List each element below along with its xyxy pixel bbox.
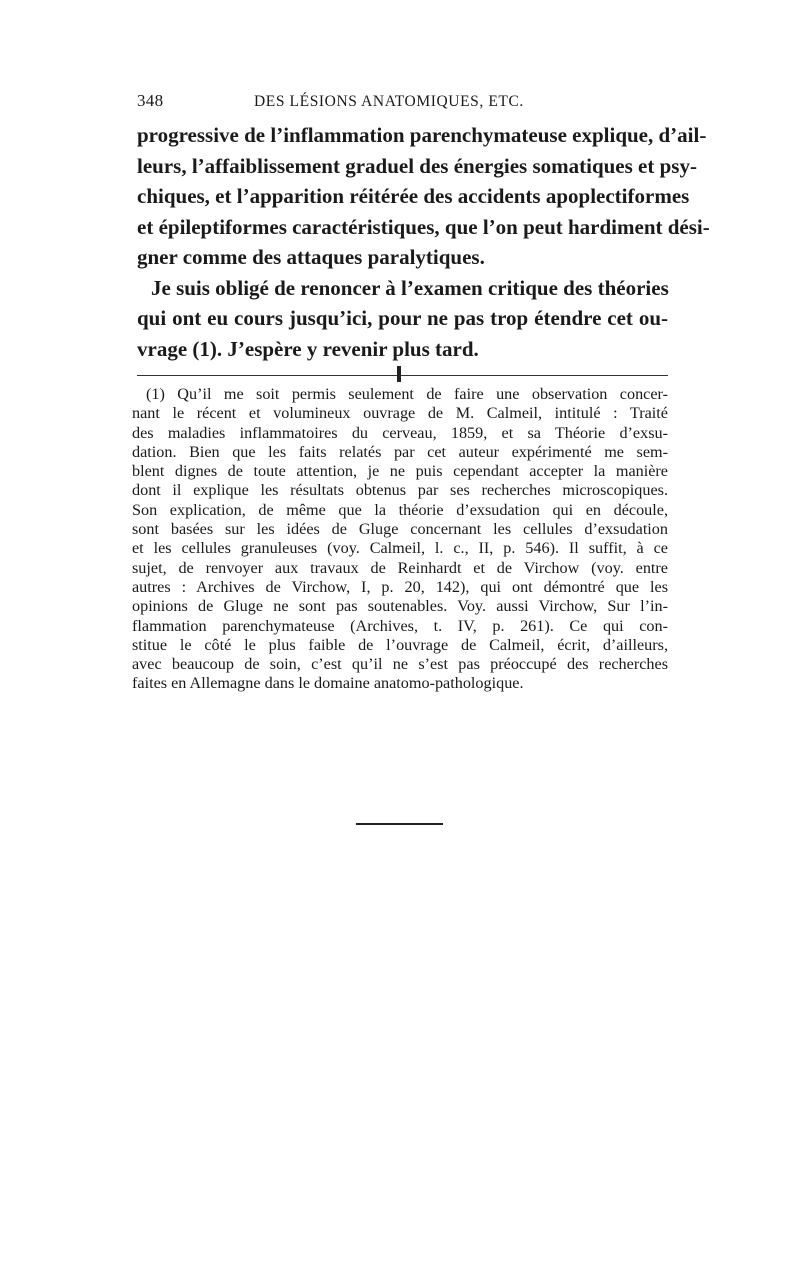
footnote-line: flammation parenchymateuse (Archives, t. IV, p. 261). Ce qui con- xyxy=(132,616,668,635)
text-line: Je suis obligé de renoncer à l’examen critique des théories xyxy=(151,275,669,300)
footnote-line: sujet, de renvoyer aux travaux de Reinhardt et de Virchow (voy. entre xyxy=(132,558,668,577)
page-number: 348 xyxy=(137,91,164,110)
footnote xyxy=(132,385,668,694)
text-line: qui ont eu cours jusqu’ici, pour ne pas trop étendre cet ou- xyxy=(137,306,668,330)
text-line: gner comme des attaques paralytiques. xyxy=(137,245,485,269)
footnote-line: stitue le côté le plus faible de l’ouvrage de Calmeil, écrit, d’ailleurs, xyxy=(132,635,668,654)
footnote-line: et les cellules granuleuses (voy. Calmeil, l. c., II, p. 546). Il suffit, à ce xyxy=(132,539,668,558)
separator-ornament xyxy=(397,366,401,382)
footnote-line: Son explication, de même que la théorie d’exsudation qui en découle, xyxy=(132,500,668,519)
footnote-line: faites en Allemagne dans le domaine anatomo-pathologique. xyxy=(132,674,524,693)
text-line: et épileptiformes caractéristiques, que l’on peut hardiment dési- xyxy=(137,214,710,239)
paragraph-1 xyxy=(137,120,710,273)
footnote-line: dont il explique les résultats obtenus par ses recherches microscopiques. xyxy=(132,481,668,500)
footnote-line: opinions de Gluge ne sont pas soutenables. Voy. aussi Virchow, Sur l’in- xyxy=(132,597,668,616)
running-head xyxy=(137,91,667,115)
main-text xyxy=(137,120,710,364)
footnote-line: (1) Qu’il me soit permis seulement de faire une observation concer- xyxy=(146,385,668,403)
footnote-line: des maladies inflammatoires du cerveau, 1859, et sa Théorie d’exsu- xyxy=(132,423,668,442)
text-line: chiques, et l’apparition réitérée des accidents apoplectiformes xyxy=(137,184,690,208)
text-line: vrage (1). J’espère y revenir plus tard. xyxy=(137,336,479,361)
footnote-line: dation. Bien que les faits relatés par cet auteur expérimenté me sem- xyxy=(132,442,668,461)
footnote-line: nant le récent et volumineux ouvrage de M. Calmeil, intitulé : Traité xyxy=(132,404,668,423)
paragraph-2 xyxy=(137,273,668,365)
footnote-line: autres : Archives de Virchow, I, p. 20, 142), qui ont démontré que les xyxy=(132,577,668,596)
text-line: progressive de l’inflammation parenchymateuse explique, d’ail- xyxy=(137,123,707,147)
footnote-line: sont basées sur les idées de Gluge concernant les cellules d’exsudation xyxy=(132,520,668,539)
text-line: leurs, l’affaiblissement graduel des énergies somatiques et psy- xyxy=(137,153,697,178)
running-title: DES LÉSIONS ANATOMIQUES, ETC. xyxy=(254,93,524,110)
footnote-separator-rule xyxy=(137,375,668,376)
footnote-line: blent dignes de toute attention, je ne puis cependant accepter la manière xyxy=(132,462,668,481)
end-of-chapter-rule xyxy=(356,823,443,825)
footnote-line: avec beaucoup de soin, c’est qu’il ne s’est pas préoccupé des recherches xyxy=(132,655,668,674)
